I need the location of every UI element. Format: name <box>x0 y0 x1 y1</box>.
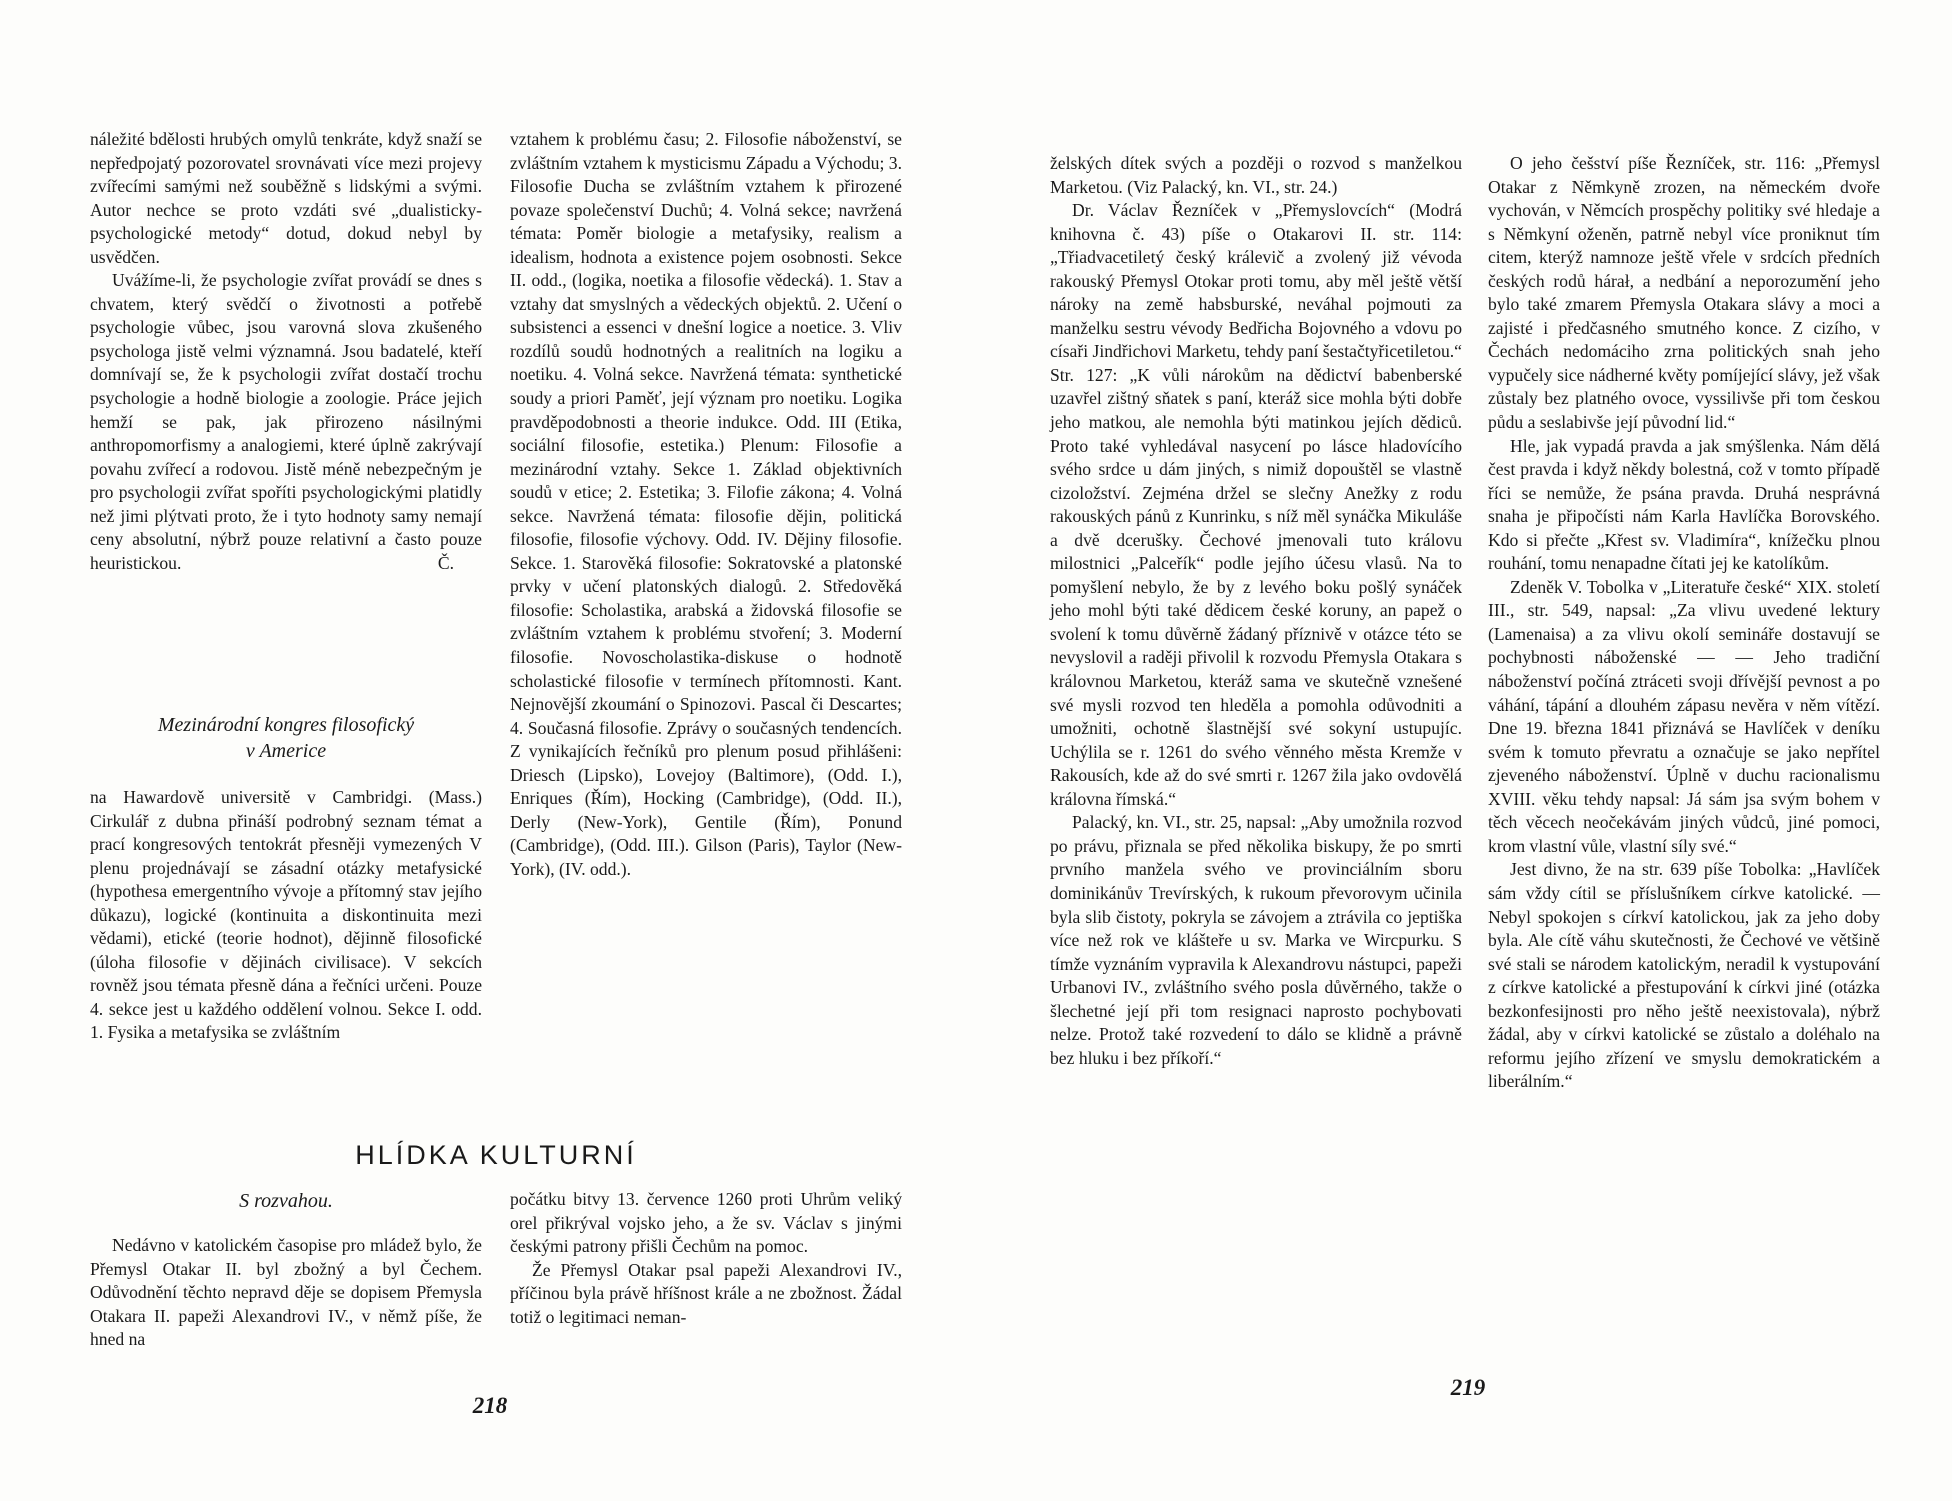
paragraph: Jest divno, že na str. 639 píše Tobolka: „Havlíček sám vždy cítil se příslušníkem církve katolické. — Nebyl spokojen s církví katolickou, jak za jeho doby byla. Ale cítě váhu skutečnosti, že Čechové ve většině své stali se národem katolickým, neradil k vystupování z církve katolické a přestupování k církvi jiné (otázka bezkonfesijnosti pro něho ještě neexistovala), nýbrž žádal, aby v církvi katolické se zůstalo a doléhalo na reformu jejího zřízení ve smyslu demokratickém a liberálním.“ <box>1488 859 1880 1092</box>
left-page-column-2-rozvahou <box>510 1188 902 1329</box>
left-page-column-1-top <box>90 128 482 575</box>
paragraph: počátku bitvy 13. července 1260 proti Uhrům veliký orel přikrýval vojsko jeho, a že sv. Václav s jinými českými patrony přišli Čechům na pomoc. <box>510 1189 902 1257</box>
paragraph: Zdeněk V. Tobolka v „Literatuře české“ XIX. století III., str. 549, napsal: „Za vlivu uvedené lektury (Lamenaisa) a za vlivu okolí semináře dostavují se pochybnosti náboženské — — Jeho tradiční náboženství počíná ztráceti svoji dřívější pevnost a po váhání, tápání a dlouhém zápasu nevěra v něm vítězí. Dne 19. března 1841 přiznává se Havlíček v deníku svém k tomuto převratu a označuje se jako nepřítel zjeveného náboženství. Úplně v duchu racionalismu XVIII. věku tehdy napsal: Já sám jsa svým bohem v těch věcech neočekávám jiných vůdců, jiné pomoci, krom vlastní vůle, vlastní síly své.“ <box>1488 576 1880 856</box>
paragraph: Nedávno v katolickém časopise pro mládež bylo, že Přemysl Otakar II. byl zbožný a byl Čechem. Odůvodnění těchto nepravd děje se dopisem Přemysla Otakara II. papeži Alexandrovi IV., v němž píše, že hned na <box>90 1235 482 1350</box>
paragraph: Dr. Václav Řezníček v „Přemyslovcích“ (Modrá knihovna č. 43) píše o Otakarovi II. str. 114: „Třiadvacetiletý český králevič a zvolený již vévoda rakouský Přemysl Otokar proti tomu, aby měl ještě větší nároky na země habsburské, neváhal pojmouti za manželku sestru vévody Bedřicha Bojovného a vdovu po císaři Jindřichovi Marketu, tehdy paní šestačtyřicetiletou.“ Str. 127: „K vůli nárokům na dědictví babenberské uzavřel zištný sňatek s paní, kteráž sice mohla býti dobře jeho matkou, ale nemohla býti matinkou jejích dědiců. Proto také vyhledával nasycení po lásce hladovícího svého srdce u dám jiných, s nimiž dopouštěl se vlastně cizoložství. Zejména držel se slečny Anežky z rodu rakouských pánů z Kunrinku, s níž měl synáčka Mikuláše a dvě dcerušky. Čechové jmenovali tuto královu milostnici „Palceřík“ podle jejího účesu vlasů. Na to pomyšlení nebylo, že by z levého boku pošlý synáček jeho mohl býti také dědicem české koruny, an papež o svolení k tomu důvěrně žádaný příznivě v otázce této se nevyslovil a raději přivolil k rozvodu Přemysla Otakara s královnou Marketou, kteráž sama ve skutečně vznešené své mysli rozvod ten hleděla a pomohla odůvodniti a umožniti, ochotně šlastnější své sokyní ustupujíc. Uchýlila se r. 1261 do svého věnného města Kremže v Rakousích, kde až do své smrti r. 1267 žila jako ovdovělá královna římská.“ <box>1050 200 1462 809</box>
paragraph: na Hawardově universitě v Cambridgi. (Mass.) Cirkulář z dubna přináší podrobný seznam témat a prací kongresových tentokrát přesněji vymezených V plenu projednávají se zásadní otázky metafysické (hypothesa emergentního vývoje a přítomný stav jejího důkazu), logické (kontinuita a diskontinuita mezi vědami), etické (teorie hodnot), dějinně filosofické (úloha filosofie v dějinách civilisace). V sekcích rovněž jsou témata přesně dána a řečníci určeni. Pouze 4. sekce jest u každého oddělení volnou. Sekce I. odd. 1. Fysika a metafysika se zvláštním <box>90 787 482 1043</box>
paragraph: Palacký, kn. VI., str. 25, napsal: „Aby umožnila rozvod po právu, přiznala se před několika biskupy, že po smrti prvního manžela svého ve provinciálním sboru dominikánův Trevírských, k rukoum převorovym učinila byla slib čistoty, pokryla se závojem a ztrávila co jeptiška více než rok ve klášteře u sv. Marka ve Wircpurku. S tímže vyznáním vypravila k Alexandrovu nástupci, papeži Urbanovi IV., zvláštního svého posla důvěrného, takže o šlechetné její při tom resignaci naprosto pochybovati nelze. Protož také rozvedení to dálo se klidně a právně bez hluku i bez příkoří.“ <box>1050 812 1462 1068</box>
left-page-column-2 <box>510 128 902 882</box>
paragraph: Uvážíme-li, že psychologie zvířat provádí se dnes s chvatem, který svědčí o životnosti a potřebě psychologie vůbec, jsou varovná slova zkušeného psychologa jistě velmi významná. Jsou badatelé, kteří domnívají se, že k psychologii zvířat dostačí trochu psychologie a hodně biologie a zoologie. Práce jejich hemží se pak, jak přirozeno násilnými anthropomorfismy a analogiemi, které úplně zakrývají povahu zvířecí a rodovou. Jistě méně nebezpečným je pro psychologii zvířat spoříti psychologickými platidly než jimi plýtvati proto, že i tyto hodnoty samy nemají ceny absolutní, nýbrž pouze relativní a často pouze heuristickou. Č. <box>90 269 482 575</box>
paragraph: želských dítek svých a později o rozvod s manželkou Marketou. (Viz Palacký, kn. VI., str. 24.) <box>1050 153 1462 197</box>
page-number-right: 219 <box>1450 1375 1486 1400</box>
page-number-left: 218 <box>472 1393 508 1418</box>
right-page-column-1 <box>1050 152 1462 1070</box>
section-title: HLÍDKA KULTURNÍ <box>355 1140 637 1170</box>
right-page-column-2 <box>1488 152 1880 1094</box>
paragraph: Hle, jak vypadá pravda a jak smýšlenka. Nám dělá čest pravda i když někdy bolestná, což v tomto případě říci se nemůže, že psána pravda. Druhá nesprávná snaha je připočísti nám Karla Havlíčka Borovského. Kdo si přečte „Křest sv. Vladimíra“, knížečku plnou rouhání, tomu nenapadne čítati jej ke katolíkům. <box>1488 435 1880 574</box>
congress-heading: Mezinárodní kongres filosofický v Americe <box>157 714 415 762</box>
paragraph: O jeho češství píše Řezníček, str. 116: „Přemysl Otakar z Němkyně zrozen, na německém dvoře vychován, v Němcích prospěchy politiky své hledaje a s Němkyní oženěn, patrně nebyl více proniknut tím citem, kterýž namnoze ještě vřele v srdcích předních českých rodů hárał, a nedbání a neporozumění jeho bylo také zmarem Přemysla Otakara slávy a moci a zajisté i předčasného smutného konce. Z cizího, v Čechách nedomáciho zrna politických snah jeho vypučely sice nádherné květy pomíjející slávy, jež však zůstaly bez platného ovoce, vyssilivše při tom českou půdu a seslabivše její původní lid.“ <box>1488 153 1880 433</box>
paragraph: vztahem k problému času; 2. Filosofie náboženství, se zvláštním vztahem k mysticismu Západu a Východu; 3. Filosofie Ducha se zvláštním vztahem k přirozené povaze společenství Duchů; 4. Volná sekce; navržená témata: Poměr biologie a metafysiky, realism a idealism, hodnota a existence pojem osobnosti. Sekce II. odd., (logika, noetika a filosofie vědecká). 1. Stav a vztahy dat smyslných a vědeckých objektů. 2. Učení o subsistenci a essenci v dnešní logice a noetice. 3. Vliv rozdílů soudů hodnotných a realitních na logiku a noetiku. 4. Volná sekce. Navržená témata: synthetické soudy a priori Paměť, její význam pro noetiku. Logika pravděpodobnosti a theorie indukce. Odd. III (Etika, sociální filosofie, estetika.) Plenum: Filosofie a mezinárodní vztahy. Sekce 1. Základ objektivních soudů v etice; 2. Estetika; 3. Filofie zákona; 4. Volná sekce. Navržená témata: filosofie dějin, politická filosofie, filosofie výchovy. Odd. IV. Dějiny filosofie. Sekce. 1. Starověká filosofie: Sokratovské a platonské prvky v učení platonských dialogů. 2. Středověká filosofie: Scholastika, arabská a židovská filosofie se zvláštním vztahem k problému stvoření; 3. Moderní filosofie. Novoscholastika-diskuse o hodnotě scholastické filosofie v termínech přítomnosti. Kant. Nejnovější zkoumání o Spinozovi. Pascal či Descartes; 4. Současná filosofie. Zprávy o současných tendencích. Z vynikajících řečníků pro plenum posud přihlášeni: Driesch (Lipsko), Lovejoy (Baltimore), (Odd. I.), Enriques (Řím), Hocking (Cambridge), (Odd. II.), Derly (New-York), Gentile (Řím), Ponund (Cambridge), (Odd. III.). Gilson (Paris), Taylor (New-York), (IV. odd.). <box>510 129 902 879</box>
left-page-column-1-rozvahou <box>90 1234 482 1352</box>
author-signature: Č. <box>437 552 454 573</box>
paragraph: Že Přemysl Otakar psal papeži Alexandrovi IV., příčinou byla právě hříšnost krále a ne zbožnost. Žádal totiž o legitimaci neman- <box>510 1259 902 1327</box>
paragraph: náležité bdělosti hrubých omylů tenkráte, když snaží se nepředpojatý pozorovatel srovnávati více mezi projevy zvířecími samými než souběžně s lidskými a svými. Autor nechce se proto vzdáti své „dualisticky-psychologické metody“ dotud, dokud nebyl by usvědčen. <box>90 129 482 267</box>
left-page-column-1-bottom <box>90 786 482 1045</box>
rozvahou-heading: S rozvahou. <box>239 1190 333 1212</box>
